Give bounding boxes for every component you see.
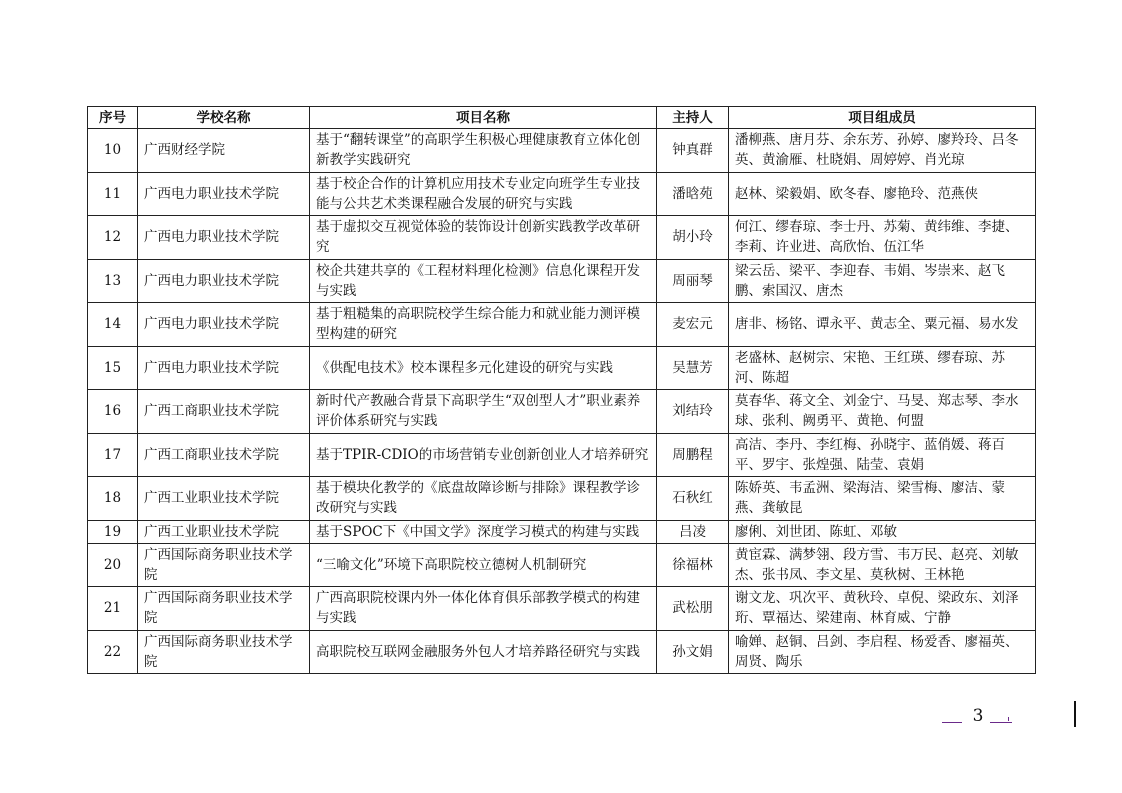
table-row — [88, 477, 1036, 521]
cell-school: 广西财经学院 — [138, 129, 310, 173]
footer-dash-left — [942, 722, 962, 723]
cell-project: 高职院校互联网金融服务外包人才培养路径研究与实践 — [310, 630, 657, 674]
footer-dash-right — [990, 722, 1012, 723]
cell-members: 谢文龙、巩次平、黄秋玲、卓倪、梁政东、刘泽珩、覃福达、梁建南、林育威、宁静 — [729, 587, 1036, 631]
cell-leader: 麦宏元 — [657, 303, 729, 347]
cell-school: 广西电力职业技术学院 — [138, 172, 310, 216]
cell-school: 广西工商职业技术学院 — [138, 433, 310, 477]
cell-school: 广西电力职业技术学院 — [138, 216, 310, 260]
cell-members: 高洁、李丹、李红梅、孙晓宇、蓝俏媛、蒋百平、罗宇、张煌强、陆莹、袁娟 — [729, 433, 1036, 477]
cell-members: 老盛林、赵树宗、宋艳、王红瑛、缪春琼、苏河、陈超 — [729, 346, 1036, 390]
cell-leader: 徐福林 — [657, 543, 729, 587]
cell-members: 陈娇英、韦孟洲、梁海洁、梁雪梅、廖洁、蒙燕、龚敏昆 — [729, 477, 1036, 521]
footer-tick-mark — [1008, 717, 1009, 721]
cell-no: 21 — [88, 587, 138, 631]
cell-project: 基于虚拟交互视觉体验的装饰设计创新实践教学改革研究 — [310, 216, 657, 260]
cell-members: 唐非、杨铭、谭永平、黄志全、粟元福、易水发 — [729, 303, 1036, 347]
page-number: 3 — [972, 706, 984, 726]
cell-members: 赵林、梁毅娟、欧冬春、廖艳玲、范燕侠 — [729, 172, 1036, 216]
cell-project: 基于粗糙集的高职院校学生综合能力和就业能力测评模型构建的研究 — [310, 303, 657, 347]
cell-leader: 孙文娟 — [657, 630, 729, 674]
cell-leader: 武松朋 — [657, 587, 729, 631]
cell-leader: 石秋红 — [657, 477, 729, 521]
cell-members: 梁云岳、梁平、李迎春、韦娟、岑崇来、赵飞鹏、索国汉、唐杰 — [729, 259, 1036, 303]
cell-leader: 周丽琴 — [657, 259, 729, 303]
cell-members: 廖俐、刘世团、陈虹、邓敏 — [729, 520, 1036, 543]
cell-no: 17 — [88, 433, 138, 477]
cell-school: 广西电力职业技术学院 — [138, 346, 310, 390]
cell-project: 基于“翻转课堂”的高职学生积极心理健康教育立体化创新教学实践研究 — [310, 129, 657, 173]
cell-no: 18 — [88, 477, 138, 521]
cell-no: 14 — [88, 303, 138, 347]
cell-leader: 胡小玲 — [657, 216, 729, 260]
project-table — [87, 106, 1036, 674]
table-row — [88, 259, 1036, 303]
table-row — [88, 346, 1036, 390]
cell-members: 黄宦霖、满梦翎、段方雪、韦万民、赵亮、刘敏杰、张书凤、李文星、莫秋树、王林艳 — [729, 543, 1036, 587]
cell-school: 广西工商职业技术学院 — [138, 390, 310, 434]
header-school: 学校名称 — [138, 107, 310, 129]
cell-project: 基于SPOC下《中国文学》深度学习模式的构建与实践 — [310, 520, 657, 543]
table-row — [88, 520, 1036, 543]
cell-leader: 刘结玲 — [657, 390, 729, 434]
cell-project: 基于校企合作的计算机应用技术专业定向班学生专业技能与公共艺术类课程融合发展的研究与实践 — [310, 172, 657, 216]
cell-school: 广西电力职业技术学院 — [138, 303, 310, 347]
header-no: 序号 — [88, 107, 138, 129]
cell-project: “三喻文化”环境下高职院校立德树人机制研究 — [310, 543, 657, 587]
table-row — [88, 630, 1036, 674]
cell-no: 19 — [88, 520, 138, 543]
cell-project: 基于模块化教学的《底盘故障诊断与排除》课程教学诊改研究与实践 — [310, 477, 657, 521]
table-row — [88, 390, 1036, 434]
table-row — [88, 172, 1036, 216]
margin-bar — [1074, 701, 1076, 727]
cell-school: 广西电力职业技术学院 — [138, 259, 310, 303]
table-row — [88, 587, 1036, 631]
cell-project: 新时代产教融合背景下高职学生“双创型人才”职业素养评价体系研究与实践 — [310, 390, 657, 434]
cell-school: 广西工业职业技术学院 — [138, 520, 310, 543]
page-footer — [942, 705, 1022, 729]
cell-project: 《供配电技术》校本课程多元化建设的研究与实践 — [310, 346, 657, 390]
cell-members: 喻婵、赵铜、吕剑、李启程、杨爱香、廖福英、周贤、陶乐 — [729, 630, 1036, 674]
header-project: 项目名称 — [310, 107, 657, 129]
cell-members: 何江、缪春琼、李士丹、苏菊、黄纬维、李捷、李莉、许业进、高欣怡、伍江华 — [729, 216, 1036, 260]
cell-project: 广西高职院校课内外一体化体育俱乐部教学模式的构建与实践 — [310, 587, 657, 631]
table-row — [88, 433, 1036, 477]
table-header-row — [88, 107, 1036, 129]
header-members: 项目组成员 — [729, 107, 1036, 129]
cell-leader: 钟真群 — [657, 129, 729, 173]
cell-leader: 潘晗苑 — [657, 172, 729, 216]
cell-project: 基于TPIR-CDIO的市场营销专业创新创业人才培养研究 — [310, 433, 657, 477]
cell-leader: 周鹏程 — [657, 433, 729, 477]
cell-no: 13 — [88, 259, 138, 303]
cell-no: 20 — [88, 543, 138, 587]
cell-no: 11 — [88, 172, 138, 216]
cell-no: 12 — [88, 216, 138, 260]
cell-leader: 吕凌 — [657, 520, 729, 543]
table-row — [88, 543, 1036, 587]
cell-school: 广西国际商务职业技术学院 — [138, 587, 310, 631]
table-row — [88, 216, 1036, 260]
cell-school: 广西工业职业技术学院 — [138, 477, 310, 521]
cell-no: 16 — [88, 390, 138, 434]
cell-members: 莫春华、蒋文全、刘金宁、马旻、郑志琴、李水球、张利、阙勇平、黄艳、何盟 — [729, 390, 1036, 434]
table-row — [88, 129, 1036, 173]
cell-leader: 吴慧芳 — [657, 346, 729, 390]
cell-no: 10 — [88, 129, 138, 173]
cell-school: 广西国际商务职业技术学院 — [138, 543, 310, 587]
header-leader: 主持人 — [657, 107, 729, 129]
cell-project: 校企共建共享的《工程材料理化检测》信息化课程开发与实践 — [310, 259, 657, 303]
cell-no: 15 — [88, 346, 138, 390]
cell-members: 潘柳燕、唐月芬、余东芳、孙婷、廖羚玲、吕冬英、黄渝雁、杜晓娟、周婷婷、肖光琼 — [729, 129, 1036, 173]
table-row — [88, 303, 1036, 347]
cell-no: 22 — [88, 630, 138, 674]
cell-school: 广西国际商务职业技术学院 — [138, 630, 310, 674]
